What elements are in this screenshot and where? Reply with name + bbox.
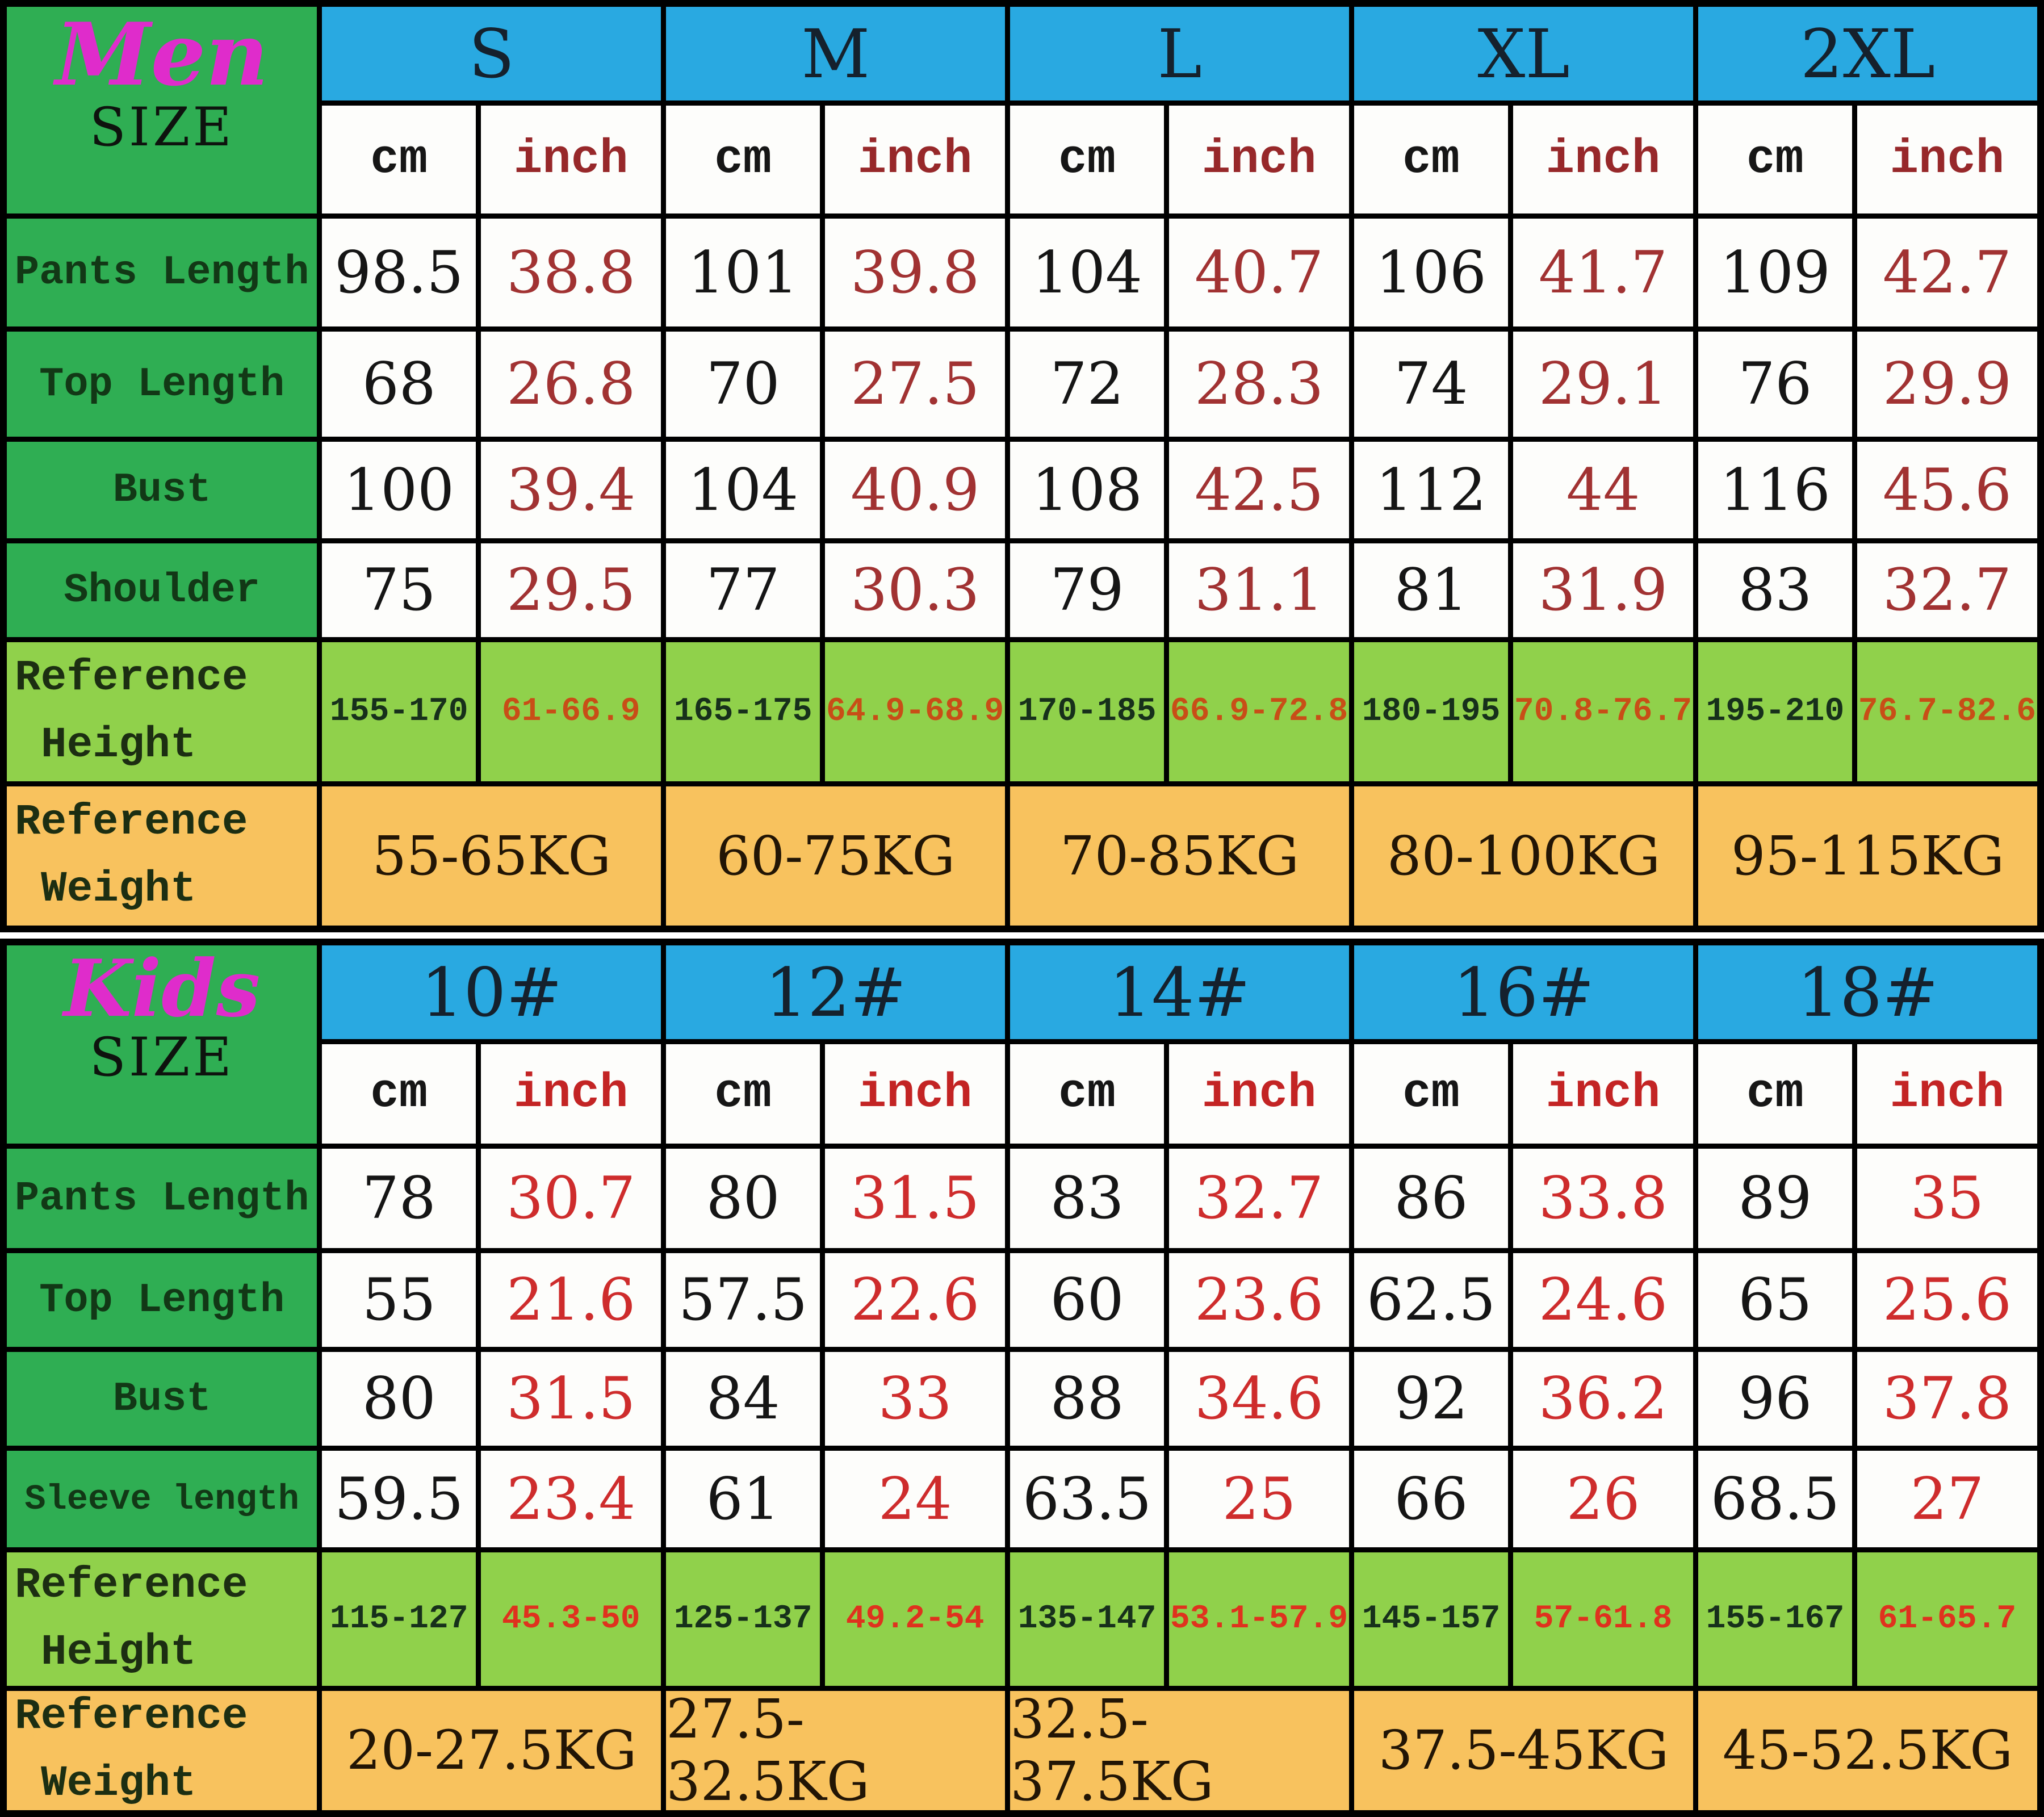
value-cell-cm: 104 <box>666 442 820 538</box>
value-cell-cm: 59.5 <box>322 1451 476 1547</box>
men-size-caption: SIZE <box>89 96 234 158</box>
reference-height-cm: 155-167 <box>1698 1552 1852 1686</box>
value-cell-cm: 65 <box>1698 1253 1852 1347</box>
value-cell-cm: 80 <box>666 1149 820 1248</box>
reference-height-inch: 70.8-76.7 <box>1513 642 1693 781</box>
value-cell-inch: 40.7 <box>1169 219 1349 326</box>
reference-weight-value: 80-100KG <box>1354 786 1693 926</box>
value-cell-cm: 75 <box>322 543 476 637</box>
value-cell-cm: 112 <box>1354 442 1508 538</box>
reference-weight-value: 32.5-37.5KG <box>1010 1691 1349 1810</box>
value-cell-inch: 29.5 <box>481 543 661 637</box>
value-cell-cm: 62.5 <box>1354 1253 1508 1347</box>
value-cell-cm: 116 <box>1698 442 1852 538</box>
reference-height-inch: 53.1-57.9 <box>1169 1552 1349 1686</box>
row-label: Sleeve length <box>7 1451 317 1547</box>
value-cell-cm: 79 <box>1010 543 1164 637</box>
reference-height-inch: 61-65.7 <box>1857 1552 2037 1686</box>
unit-cm-cell: cm <box>1354 1044 1508 1144</box>
reference-height-inch: 64.9-68.9 <box>825 642 1005 781</box>
reference-label-line: Reference <box>15 1560 248 1610</box>
row-label: Pants Length <box>7 219 317 326</box>
reference-height-cm: 195-210 <box>1698 642 1852 781</box>
value-cell-cm: 98.5 <box>322 219 476 326</box>
reference-height-inch: 49.2-54 <box>825 1552 1005 1686</box>
unit-inch-cell: inch <box>1513 106 1693 213</box>
reference-height-label <box>7 1552 317 1686</box>
reference-height-inch: 57-61.8 <box>1513 1552 1693 1686</box>
value-cell-inch: 23.4 <box>481 1451 661 1547</box>
value-cell-cm: 55 <box>322 1253 476 1347</box>
value-cell-cm: 81 <box>1354 543 1508 637</box>
reference-label-line: Reference <box>15 653 248 702</box>
value-cell-inch: 36.2 <box>1513 1352 1693 1446</box>
value-cell-cm: 104 <box>1010 219 1164 326</box>
kids-size-table <box>0 939 2044 1817</box>
reference-height-cm: 115-127 <box>322 1552 476 1686</box>
value-cell-inch: 27 <box>1857 1451 2037 1547</box>
value-cell-cm: 66 <box>1354 1451 1508 1547</box>
reference-height-cm: 125-137 <box>666 1552 820 1686</box>
reference-label-line: Height <box>41 720 196 769</box>
value-cell-cm: 63.5 <box>1010 1451 1164 1547</box>
value-cell-inch: 32.7 <box>1857 543 2037 637</box>
value-cell-cm: 76 <box>1698 332 1852 437</box>
value-cell-inch: 28.3 <box>1169 332 1349 437</box>
size-header: M <box>666 7 1005 101</box>
value-cell-inch: 34.6 <box>1169 1352 1349 1446</box>
unit-inch-cell: inch <box>1857 1044 2037 1144</box>
section-divider <box>0 932 2044 939</box>
reference-label-line: Reference <box>15 797 248 847</box>
value-cell-cm: 86 <box>1354 1149 1508 1248</box>
value-cell-inch: 42.7 <box>1857 219 2037 326</box>
reference-weight-value: 20-27.5KG <box>322 1691 661 1810</box>
size-header: 12# <box>666 945 1005 1039</box>
value-cell-inch: 24 <box>825 1451 1005 1547</box>
reference-height-label <box>7 642 317 781</box>
value-cell-cm: 68.5 <box>1698 1451 1852 1547</box>
value-cell-inch: 27.5 <box>825 332 1005 437</box>
unit-cm-cell: cm <box>666 106 820 213</box>
value-cell-cm: 92 <box>1354 1352 1508 1446</box>
value-cell-inch: 29.9 <box>1857 332 2037 437</box>
size-header: L <box>1010 7 1349 101</box>
kids-section-title: Kids <box>63 945 261 1035</box>
reference-height-cm: 145-157 <box>1354 1552 1508 1686</box>
reference-height-cm: 155-170 <box>322 642 476 781</box>
value-cell-cm: 106 <box>1354 219 1508 326</box>
size-header: XL <box>1354 7 1693 101</box>
unit-cm-cell: cm <box>1698 106 1852 213</box>
value-cell-cm: 88 <box>1010 1352 1164 1446</box>
value-cell-cm: 77 <box>666 543 820 637</box>
value-cell-inch: 45.6 <box>1857 442 2037 538</box>
reference-height-inch: 45.3-50 <box>481 1552 661 1686</box>
size-header: 10# <box>322 945 661 1039</box>
unit-inch-cell: inch <box>481 1044 661 1144</box>
value-cell-cm: 84 <box>666 1352 820 1446</box>
unit-inch-cell: inch <box>1169 106 1349 213</box>
value-cell-inch: 41.7 <box>1513 219 1693 326</box>
reference-height-cm: 135-147 <box>1010 1552 1164 1686</box>
value-cell-inch: 22.6 <box>825 1253 1005 1347</box>
value-cell-inch: 26.8 <box>481 332 661 437</box>
value-cell-inch: 31.9 <box>1513 543 1693 637</box>
reference-weight-value: 60-75KG <box>666 786 1005 926</box>
unit-cm-cell: cm <box>1010 1044 1164 1144</box>
value-cell-inch: 31.1 <box>1169 543 1349 637</box>
value-cell-inch: 25.6 <box>1857 1253 2037 1347</box>
reference-weight-value: 55-65KG <box>322 786 661 926</box>
row-label: Bust <box>7 1352 317 1446</box>
unit-inch-cell: inch <box>1513 1044 1693 1144</box>
unit-inch-cell: inch <box>481 106 661 213</box>
value-cell-cm: 83 <box>1010 1149 1164 1248</box>
value-cell-cm: 60 <box>1010 1253 1164 1347</box>
value-cell-inch: 39.8 <box>825 219 1005 326</box>
value-cell-inch: 35 <box>1857 1149 2037 1248</box>
reference-height-cm: 170-185 <box>1010 642 1164 781</box>
reference-label-line: Weight <box>41 864 196 914</box>
reference-weight-label <box>7 1691 317 1810</box>
value-cell-inch: 29.1 <box>1513 332 1693 437</box>
value-cell-cm: 101 <box>666 219 820 326</box>
men-corner-cell <box>7 7 317 213</box>
value-cell-inch: 21.6 <box>481 1253 661 1347</box>
value-cell-inch: 37.8 <box>1857 1352 2037 1446</box>
size-header: S <box>322 7 661 101</box>
value-cell-inch: 31.5 <box>481 1352 661 1446</box>
value-cell-inch: 30.7 <box>481 1149 661 1248</box>
value-cell-inch: 31.5 <box>825 1149 1005 1248</box>
value-cell-cm: 80 <box>322 1352 476 1446</box>
value-cell-cm: 100 <box>322 442 476 538</box>
value-cell-cm: 83 <box>1698 543 1852 637</box>
value-cell-cm: 109 <box>1698 219 1852 326</box>
value-cell-cm: 78 <box>322 1149 476 1248</box>
unit-inch-cell: inch <box>1169 1044 1349 1144</box>
value-cell-inch: 30.3 <box>825 543 1005 637</box>
value-cell-cm: 108 <box>1010 442 1164 538</box>
reference-weight-value: 70-85KG <box>1010 786 1349 926</box>
reference-height-inch: 76.7-82.6 <box>1857 642 2037 781</box>
row-label: Top Length <box>7 332 317 437</box>
value-cell-cm: 57.5 <box>666 1253 820 1347</box>
kids-size-caption: SIZE <box>89 1026 234 1088</box>
reference-weight-value: 27.5-32.5KG <box>666 1691 1005 1810</box>
reference-weight-value: 37.5-45KG <box>1354 1691 1693 1810</box>
value-cell-inch: 26 <box>1513 1451 1693 1547</box>
value-cell-inch: 39.4 <box>481 442 661 538</box>
size-header: 14# <box>1010 945 1349 1039</box>
men-section-title: Men <box>55 7 269 105</box>
reference-height-cm: 180-195 <box>1354 642 1508 781</box>
value-cell-inch: 42.5 <box>1169 442 1349 538</box>
value-cell-inch: 23.6 <box>1169 1253 1349 1347</box>
value-cell-inch: 40.9 <box>825 442 1005 538</box>
size-header: 2XL <box>1698 7 2037 101</box>
value-cell-inch: 24.6 <box>1513 1253 1693 1347</box>
kids-corner-cell <box>7 945 317 1144</box>
reference-weight-value: 95-115KG <box>1698 786 2037 926</box>
reference-height-inch: 61-66.9 <box>481 642 661 781</box>
unit-cm-cell: cm <box>1698 1044 1852 1144</box>
value-cell-cm: 61 <box>666 1451 820 1547</box>
value-cell-inch: 33 <box>825 1352 1005 1446</box>
value-cell-cm: 89 <box>1698 1149 1852 1248</box>
row-label: Top Length <box>7 1253 317 1347</box>
row-label: Pants Length <box>7 1149 317 1248</box>
value-cell-cm: 68 <box>322 332 476 437</box>
reference-label-line: Reference <box>15 1692 248 1741</box>
reference-label-line: Height <box>41 1627 196 1677</box>
value-cell-cm: 74 <box>1354 332 1508 437</box>
unit-cm-cell: cm <box>322 1044 476 1144</box>
row-label: Shoulder <box>7 543 317 637</box>
reference-height-cm: 165-175 <box>666 642 820 781</box>
value-cell-cm: 70 <box>666 332 820 437</box>
unit-cm-cell: cm <box>1354 106 1508 213</box>
size-header: 16# <box>1354 945 1693 1039</box>
size-header: 18# <box>1698 945 2037 1039</box>
row-label: Bust <box>7 442 317 538</box>
unit-inch-cell: inch <box>825 106 1005 213</box>
reference-weight-label <box>7 786 317 926</box>
unit-inch-cell: inch <box>825 1044 1005 1144</box>
unit-cm-cell: cm <box>322 106 476 213</box>
value-cell-inch: 38.8 <box>481 219 661 326</box>
unit-cm-cell: cm <box>1010 106 1164 213</box>
value-cell-cm: 96 <box>1698 1352 1852 1446</box>
value-cell-cm: 72 <box>1010 332 1164 437</box>
value-cell-inch: 44 <box>1513 442 1693 538</box>
value-cell-inch: 32.7 <box>1169 1149 1349 1248</box>
reference-height-inch: 66.9-72.8 <box>1169 642 1349 781</box>
value-cell-inch: 25 <box>1169 1451 1349 1547</box>
value-cell-inch: 33.8 <box>1513 1149 1693 1248</box>
reference-weight-value: 45-52.5KG <box>1698 1691 2037 1810</box>
unit-inch-cell: inch <box>1857 106 2037 213</box>
unit-cm-cell: cm <box>666 1044 820 1144</box>
reference-label-line: Weight <box>41 1759 196 1808</box>
